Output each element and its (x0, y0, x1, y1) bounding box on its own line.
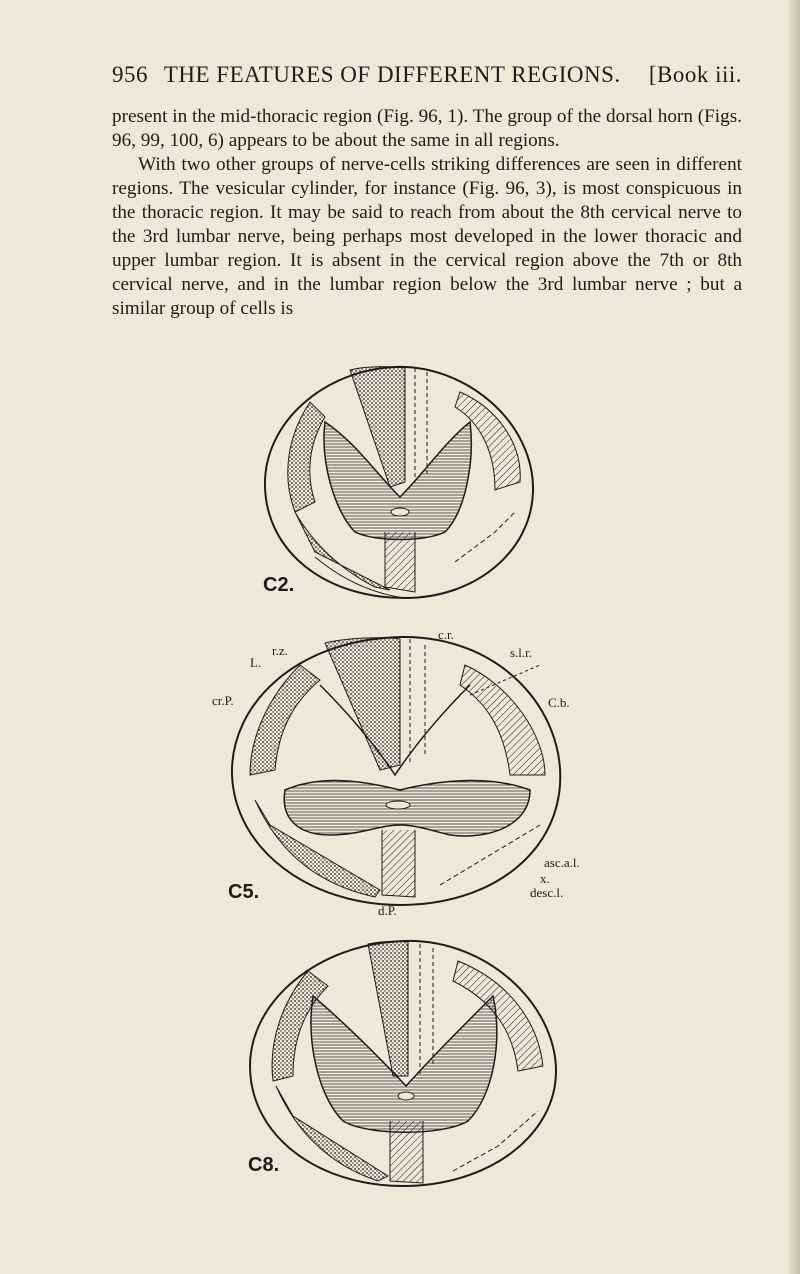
running-title: THE FEATURES OF DIFFERENT REGIONS. (163, 62, 621, 87)
annotation-crp: cr.P. (212, 693, 234, 708)
book-reference: [Book iii. (648, 62, 742, 87)
page-edge-shadow (786, 0, 800, 1274)
figure-c2 (255, 362, 545, 602)
figure-label: C8. (248, 1154, 280, 1176)
cord-section-c2-drawing (255, 362, 545, 602)
annotation-dp: d.P. (378, 903, 397, 918)
annotation-l: L. (250, 655, 262, 670)
paragraph: With two other groups of nerve-cells striking differences are seen in different regions. The vesicular cylinder, for instance (Fig. 96, 3), is most conspicuous in the thoracic region. It may be said to reach from about the 8th cervical nerve to the 3rd lumbar nerve, being perhaps most developed in the lower thoracic and upper lumbar region. It is absent in the cervical region above the 7th or 8th cervical nerve, and in the lumbar region below the 3rd lumbar nerve ; but a similar group of cells is (112, 154, 742, 319)
figure-label: C5. (228, 881, 260, 903)
figure-c8 (238, 936, 568, 1196)
body-text (112, 105, 742, 321)
annotation-ascal: asc.a.l. (544, 855, 580, 870)
annotation-descl: desc.l. (530, 885, 564, 900)
annotation-cb: C.b. (548, 695, 570, 710)
annotation-cr: c.r. (438, 627, 454, 642)
annotation-x: x. (540, 871, 550, 886)
cord-section-c8-drawing (238, 936, 568, 1196)
running-header (112, 62, 742, 88)
annotation-rz: r.z. (272, 643, 288, 658)
annotation-slr: s.l.r. (510, 645, 533, 660)
paragraph: present in the mid-thoracic region (Fig. 96, 1). The group of the dorsal horn (Figs. 96, 99, 100, 6) appears to be about the same in all regions. (112, 106, 742, 151)
cord-section-c5-drawing (210, 625, 590, 925)
figure-label: C2. (263, 574, 295, 596)
figure-c5 (210, 625, 590, 925)
page-number: 956 (112, 62, 148, 87)
